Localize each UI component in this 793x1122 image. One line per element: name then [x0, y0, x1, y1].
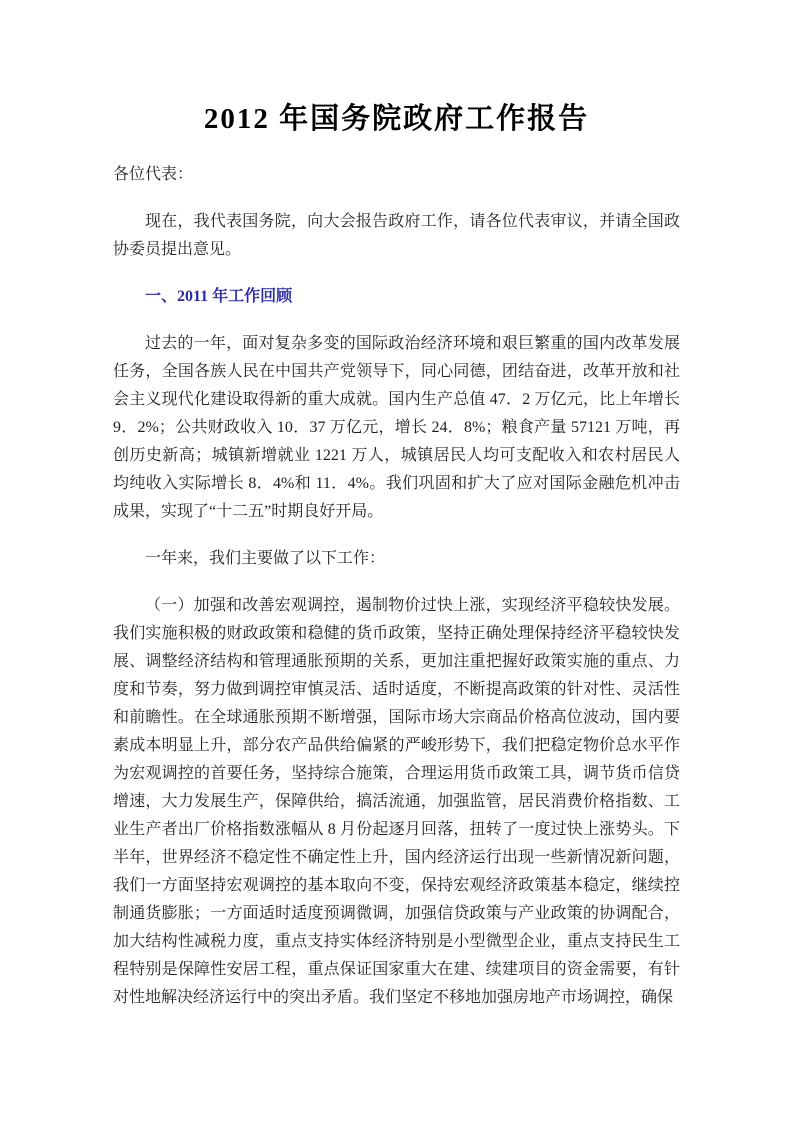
section-heading-2011-work-review: 一、2011 年工作回顾	[145, 288, 293, 305]
paragraph-intro: 现在，我代表国务院，向大会报告政府工作，请各位代表审议，并请全国政协委员提出意见。	[113, 213, 680, 258]
paragraph-work-lead-in: 一年来，我们主要做了以下工作：	[145, 550, 386, 567]
paragraph-review-overview: 过去的一年，面对复杂多变的国际政治经济环境和艰巨繁重的国内改革发展任务，全国各族人民在中国共产党领导下，同心同德，团结奋进，改革开放和社会主义现代化建设取得新的重大成就。国内生产总值 47．2 万亿元，比上年增长 9．2%；公共财政收入 10．37 万亿元，增长 24．8%；粮食产量 57121 万吨，再创历史新高；城镇新增就业 1221 万人，城镇居民人均可支配收入和农村居民人均纯收入实际增长 8．4%和 11．4%。我们巩固和扩大了应对国际金融危机冲击成果，实现了“十二五”时期良好开局。	[113, 335, 680, 520]
document-title: 2012 年国务院政府工作报告	[203, 103, 590, 135]
paragraph-item1-macro-control: （一）加强和改善宏观调控，遏制物价过快上涨，实现经济平稳较快发展。我们实施积极的财政政策和稳健的货币政策，坚持正确处理保持经济平稳较快发展、调整经济结构和管理通胀预期的关系，更加注重把握好政策实施的重点、力度和节奏，努力做到调控审慎灵活、适时适度，不断提高政策的针对性、灵活性和前瞻性。在全球通胀预期不断增强，国际市场大宗商品价格高位波动，国内要素成本明显上升，部分农产品供给偏紧的严峻形势下，我们把稳定物价总水平作为宏观调控的首要任务，坚持综合施策，合理运用货币政策工具，调节货币信贷增速，大力发展生产，保障供给，搞活流通，加强监管，居民消费价格指数、工业生产者出厂价格指数涨幅从 8 月份起逐月回落，扭转了一度过快上涨势头。下半年，世界经济不稳定性不确定性上升，国内经济运行出现一些新情况新问题，我们一方面坚持宏观调控的基本取向不变，保持宏观经济政策基本稳定，继续控制通货膨胀；一方面适时适度预调微调，加强信贷政策与产业政策的协调配合，加大结构性减税力度，重点支持实体经济特别是小型微型企业，重点支持民生工程特别是保障性安居工程，重点保证国家重大在建、续建项目的资金需要，有针对性地解决经济运行中的突出矛盾。我们坚定不移地加强房地产市场调控，确保	[113, 597, 680, 1006]
salutation: 各位代表：	[113, 166, 194, 183]
